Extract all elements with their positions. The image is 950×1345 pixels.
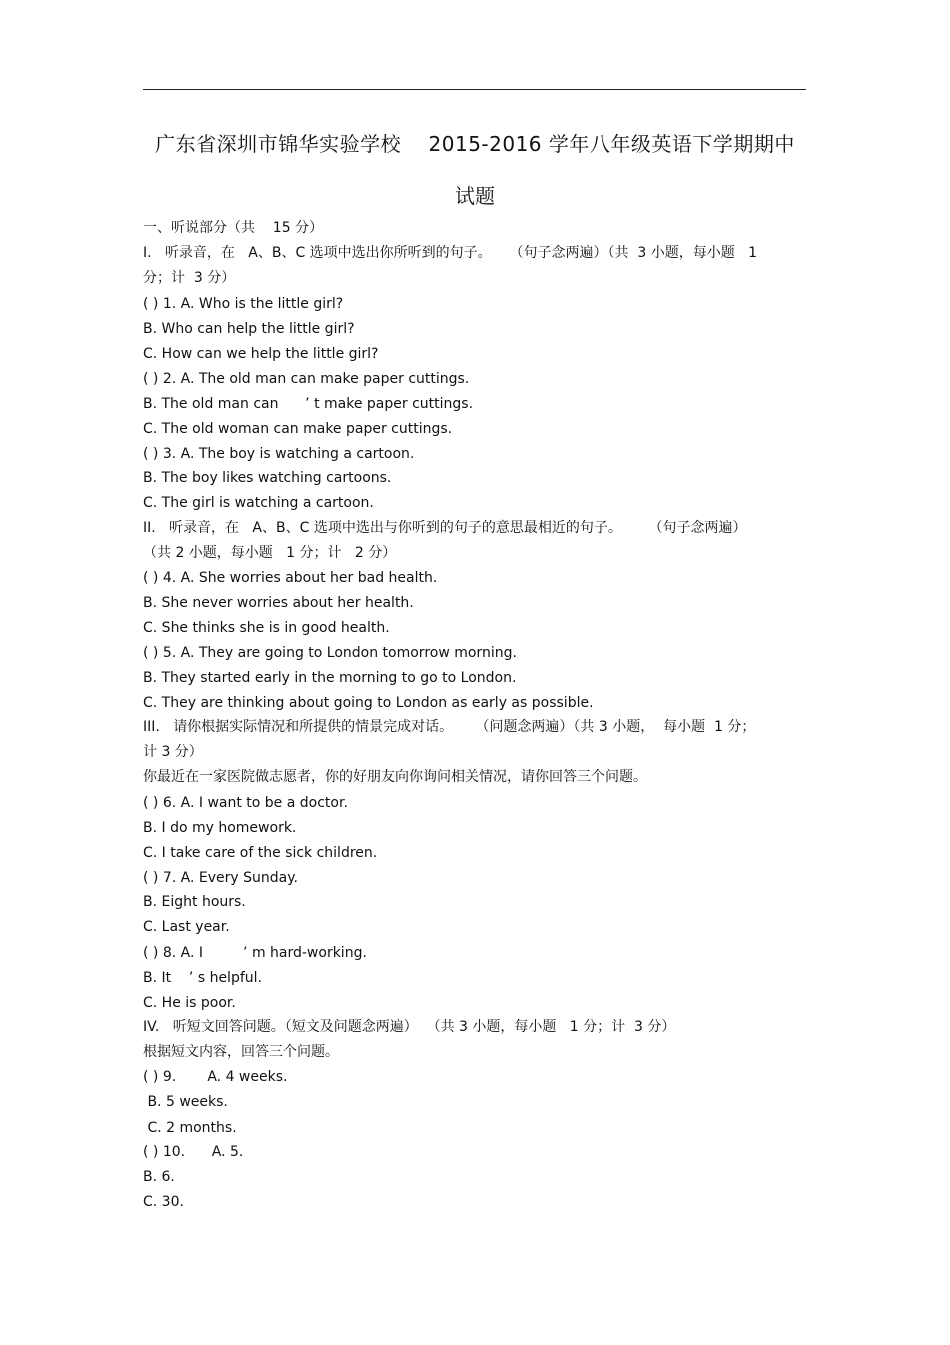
exam-line: B. She never worries about her health.: [143, 595, 414, 611]
exam-line: C. She thinks she is in good health.: [143, 620, 390, 636]
exam-line: C. He is poor.: [143, 995, 236, 1011]
exam-line: 你最近在一家医院做志愿者，你的好朋友向你询问相关情况，请你回答三个问题。: [143, 769, 647, 785]
exam-line: 一、听说部分（共 15 分）: [143, 220, 324, 236]
exam-line: （共 2 小题，每小题 1 分；计 2 分）: [143, 545, 397, 561]
exam-line: C. 2 months.: [143, 1120, 237, 1136]
document-title-line1: 广东省深圳市锦华实验学校 2015-2016 学年八年级英语下学期期中: [155, 132, 795, 156]
exam-line: I. 听录音，在 A、B、C 选项中选出你所听到的句子。 （句子念两遍）（共 3 小题，每小题 1: [143, 245, 758, 261]
exam-line: III. 请你根据实际情况和所提供的情景完成对话。 （问题念两遍）（共 3 小题， 每小题 1 分；: [143, 719, 756, 735]
exam-line: II. 听录音，在 A、B、C 选项中选出与你听到的句子的意思最相近的句子。 （句子念两遍）: [143, 520, 747, 536]
exam-line: C. The old woman can make paper cuttings.: [143, 421, 453, 437]
exam-line: B. The boy likes watching cartoons.: [143, 470, 392, 486]
exam-line: B. It ’ s helpful.: [143, 970, 262, 986]
exam-line: ( ) 9. A. 4 weeks.: [143, 1069, 288, 1085]
exam-line: 计 3 分）: [143, 744, 203, 760]
exam-line: ( ) 4. A. She worries about her bad health.: [143, 570, 438, 586]
exam-line: B. Eight hours.: [143, 894, 246, 910]
exam-line: ( ) 2. A. The old man can make paper cuttings.: [143, 371, 470, 387]
exam-line: B. The old man can ’ t make paper cuttings.: [143, 396, 474, 412]
exam-line: 根据短文内容，回答三个问题。: [143, 1044, 339, 1060]
exam-line: B. I do my homework.: [143, 820, 297, 836]
exam-line: IV. 听短文回答问题。（短文及问题念两遍） （共 3 小题，每小题 1 分；计 3 分）: [143, 1019, 676, 1035]
exam-line: B. 6.: [143, 1169, 175, 1185]
document-title-line2: 试题: [455, 184, 495, 208]
exam-line: B. They started early in the morning to go to London.: [143, 670, 517, 686]
exam-line: ( ) 6. A. I want to be a doctor.: [143, 795, 348, 811]
exam-line: B. 5 weeks.: [143, 1094, 228, 1110]
exam-line: C. The girl is watching a cartoon.: [143, 495, 374, 511]
exam-line: C. I take care of the sick children.: [143, 845, 378, 861]
exam-line: C. They are thinking about going to London as early as possible.: [143, 695, 594, 711]
exam-line: B. Who can help the little girl?: [143, 321, 355, 337]
exam-line: C. How can we help the little girl?: [143, 346, 379, 362]
exam-line: ( ) 5. A. They are going to London tomorrow morning.: [143, 645, 517, 661]
exam-line: ( ) 10. A. 5.: [143, 1144, 244, 1160]
exam-line: ( ) 1. A. Who is the little girl?: [143, 296, 344, 312]
header-rule: [143, 89, 806, 90]
exam-line: ( ) 7. A. Every Sunday.: [143, 870, 298, 886]
exam-line: ( ) 3. A. The boy is watching a cartoon.: [143, 446, 415, 462]
exam-line: C. Last year.: [143, 919, 230, 935]
exam-line: ( ) 8. A. I ’ m hard-working.: [143, 945, 367, 961]
exam-line: C. 30.: [143, 1194, 184, 1210]
exam-line: 分；计 3 分）: [143, 270, 236, 286]
